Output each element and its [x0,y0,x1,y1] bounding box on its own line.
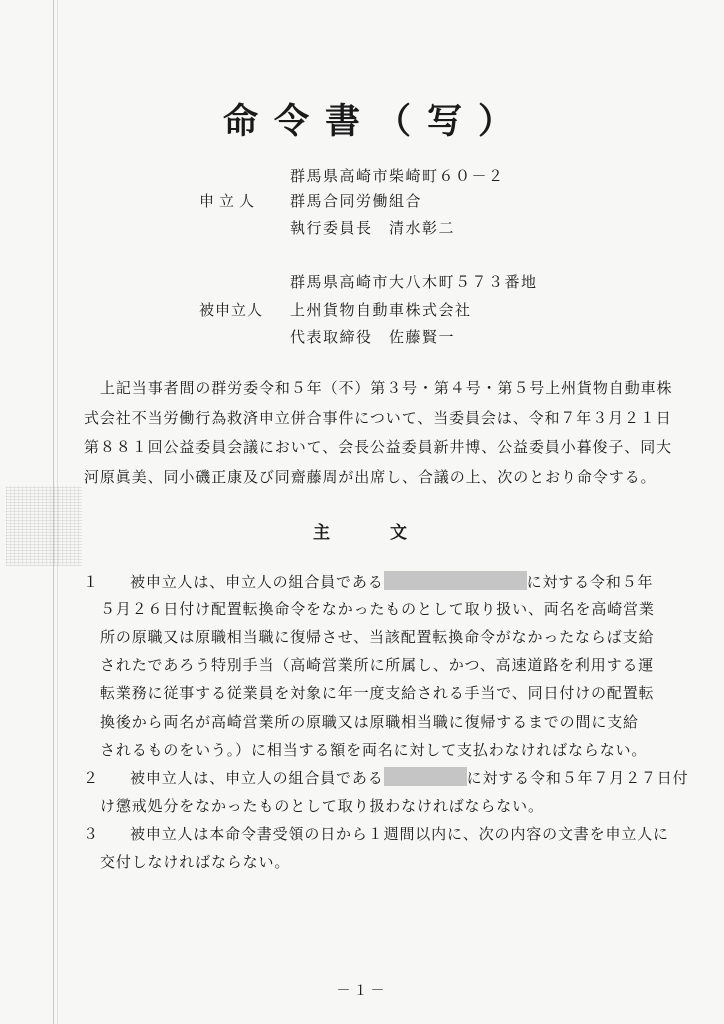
item-text: 被申立人は本命令書受領の日から１週間以内に、次の内容の文書を申立人に [130,825,669,843]
intro-line: 式会社不当労働行為救済申立併合事件について、当委員会は、令和７年３月２１日 [84,408,672,427]
applicant-address: 群馬県高崎市柴崎町６０－２ [290,167,505,185]
respondent-representative: 代表取締役 佐藤賢一 [290,328,456,346]
intro-line: 河原眞美、同小磯正康及び同齋藤周が出席し、合議の上、次のとおり命令する。 [84,467,657,486]
respondent-address: 群馬県高崎市大八木町５７３番地 [290,273,538,291]
item-text [130,767,689,788]
item-line: 換後から両名が高崎営業所の原職又は原職相当職に復帰するまでの間に支給 [100,713,639,731]
item-line: 交付しなければならない。 [100,853,291,871]
applicant-name: 群馬合同労働組合 [290,192,423,210]
item-text-post: に対する令和５年７月２７日付 [466,769,689,787]
item-text-pre: 被申立人は、申立人の組合員である [130,573,384,591]
item-line: 転業務に従事する従業員を対象に年一度支給される手当で、同日付けの配置転 [100,684,655,702]
item-text-post: に対する令和５年 [526,573,654,591]
item-line: 所の原職又は原職相当職に復帰させ、当該配置転換命令がなかったならば支給 [100,628,655,646]
section-title-char: 主 [313,523,330,543]
redaction-box [384,571,527,590]
respondent-name: 上州貨物自動車株式会社 [290,301,472,319]
redaction-box [384,767,467,786]
item-number: ２ [83,769,99,787]
faded-stamp [6,486,82,566]
intro-paragraph [84,374,673,492]
intro-line: 第８８１回公益委員会議において、会長公益委員新井博、公益委員小暮俊子、同大 [84,438,673,456]
item-number: １ [83,573,99,591]
respondent-role: 被申立人 [199,301,264,319]
item-number: ３ [83,825,99,843]
applicant-representative: 執行委員長 清水彰二 [290,219,456,237]
document-title: 命令書（写） [222,102,529,142]
item-line: ５月２６日付け配置転換命令をなかったものとして取り扱い、両名を高崎営業 [100,600,655,618]
intro-line: 上記当事者間の群労委令和５年（不）第３号・第４号・第５号上州貨物自動車株 [100,379,673,397]
item-text [130,571,653,592]
item-line: されるものをいう。）に相当する額を両名に対して支払わなければならない。 [100,741,648,759]
applicant-role: 申立人 [199,192,260,210]
section-title-char: 文 [390,523,407,543]
page-number: －１－ [336,983,388,999]
item-text-pre: 被申立人は、申立人の組合員である [130,769,384,787]
item-line: されたであろう特別手当（高崎営業所に所属し、かつ、高速道路を利用する運 [100,656,655,674]
item-line: け懲戒処分をなかったものとして取り扱わなければならない。 [100,797,544,815]
